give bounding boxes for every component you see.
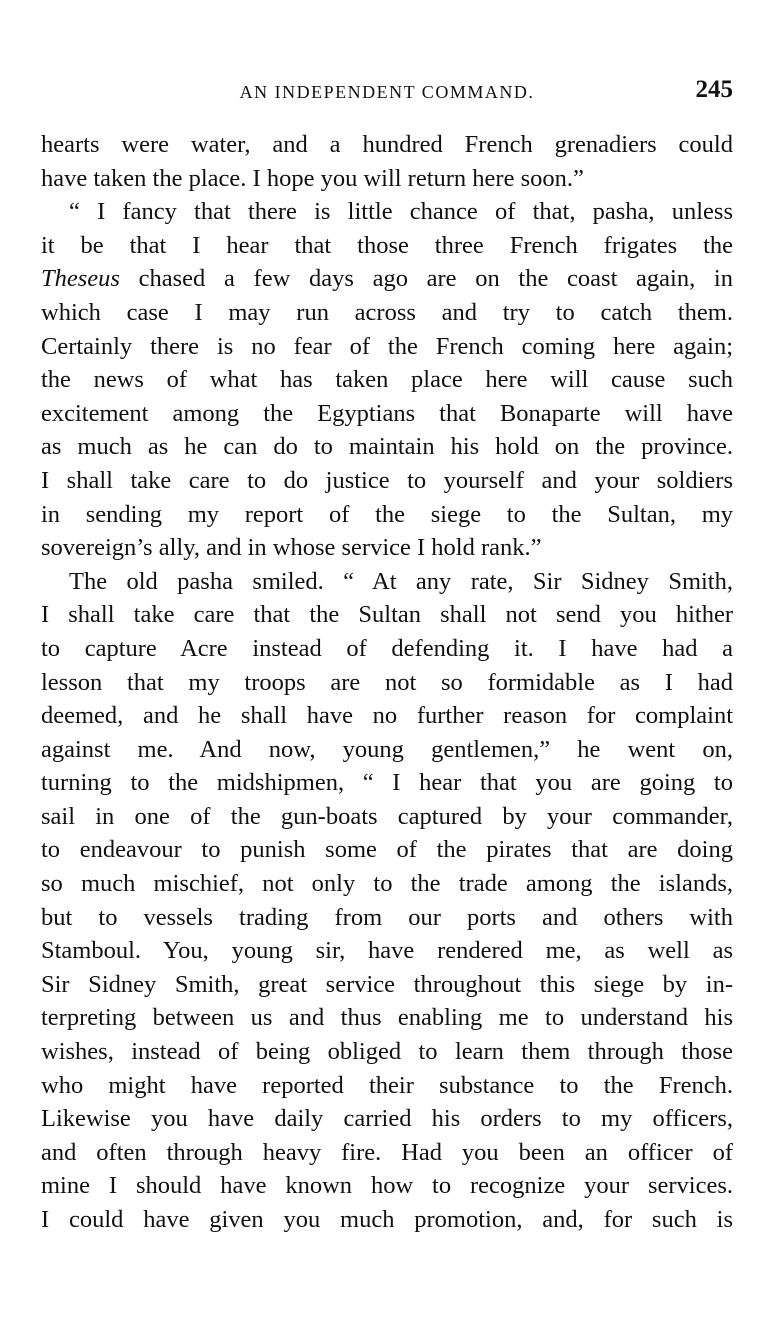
line-text: I shall take care to do justice to yourself and your soldiers — [41, 466, 733, 494]
line-text: mine I should have known how to recognize your services. — [41, 1172, 733, 1200]
line-text: Certainly there is no fear of the French coming here again; — [41, 332, 733, 360]
text-line — [41, 397, 733, 431]
line-text: The old pasha smiled. “ At any rate, Sir Sidney Smith, — [69, 567, 733, 595]
text-line — [41, 195, 733, 229]
text-line — [41, 833, 733, 867]
line-text: the news of what has taken place here will cause such — [41, 366, 733, 394]
line-text: lesson that my troops are not so formidable as I had — [41, 668, 733, 696]
line-text: to endeavour to punish some of the pirates that are doing — [41, 836, 733, 864]
text-line — [41, 363, 733, 397]
text-line — [41, 464, 733, 498]
running-title: AN INDEPENDENT COMMAND. — [239, 82, 535, 102]
line-text: chased a few days ago are on the coast again, in — [119, 265, 733, 293]
line-text: to capture Acre instead of defending it. I have had a — [41, 634, 733, 662]
text-line — [41, 699, 733, 733]
line-text: wishes, instead of being obliged to learn them through those — [41, 1038, 733, 1066]
line-text: terpreting between us and thus enabling me to understand his — [41, 1004, 733, 1032]
text-line — [41, 128, 733, 162]
text-line — [41, 162, 733, 196]
text-line — [41, 229, 733, 263]
line-text: I could have given you much promotion, and, for such is — [41, 1206, 733, 1233]
line-text: and often through heavy fire. Had you been an officer of — [41, 1138, 733, 1166]
text-line — [41, 1001, 733, 1035]
text-line — [41, 632, 733, 666]
text-line — [41, 296, 733, 330]
body-text — [41, 128, 733, 1237]
line-text: in sending my report of the siege to the Sultan, my — [41, 500, 733, 528]
text-line — [41, 531, 733, 565]
line-text: which case I may run across and try to catch them. — [41, 298, 733, 326]
running-head — [41, 74, 733, 108]
line-text: Likewise you have daily carried his orders to my officers, — [41, 1105, 733, 1133]
text-line — [41, 1069, 733, 1103]
text-line — [41, 968, 733, 1002]
line-text: sovereign’s ally, and in whose service I hold rank.” — [41, 534, 542, 562]
text-line — [41, 1136, 733, 1170]
text-line — [41, 598, 733, 632]
line-text: as much as he can do to maintain his hold on the province. — [41, 433, 733, 461]
text-line — [41, 262, 733, 296]
line-text: “ I fancy that there is little chance of that, pasha, unless — [69, 198, 733, 226]
line-text: but to vessels trading from our ports and others with — [41, 903, 733, 931]
text-line — [41, 498, 733, 532]
text-line — [41, 1102, 733, 1136]
text-line — [41, 733, 733, 767]
line-text: deemed, and he shall have no further reason for complaint — [41, 702, 733, 730]
italic-ship-name: Theseus — [41, 265, 120, 293]
line-text: I shall take care that the Sultan shall not send you hither — [41, 601, 733, 629]
text-line — [41, 666, 733, 700]
text-line — [41, 901, 733, 935]
text-line — [41, 430, 733, 464]
line-text: Sir Sidney Smith, great service throughout this siege by in- — [41, 970, 733, 998]
text-line — [41, 934, 733, 968]
line-text: Stamboul. You, young sir, have rendered me, as well as — [41, 937, 733, 965]
line-text: against me. And now, young gentlemen,” he went on, — [41, 735, 733, 763]
text-line — [41, 766, 733, 800]
text-line — [41, 330, 733, 364]
line-text: who might have reported their substance to the French. — [41, 1071, 733, 1099]
book-page — [41, 74, 733, 1237]
text-line — [41, 565, 733, 599]
line-text: it be that I hear that those three French frigates the — [41, 231, 733, 259]
line-text: turning to the midshipmen, “ I hear that you are going to — [41, 769, 733, 797]
text-line — [41, 867, 733, 901]
line-text: so much mischief, not only to the trade among the islands, — [41, 870, 733, 898]
text-line — [41, 800, 733, 834]
line-text: sail in one of the gun-boats captured by your commander, — [41, 802, 733, 830]
text-line — [41, 1203, 733, 1237]
line-text: excitement among the Egyptians that Bonaparte will have — [41, 399, 733, 427]
line-text: have taken the place. I hope you will return here soon.” — [41, 164, 584, 192]
page-number: 245 — [695, 76, 733, 103]
text-line — [41, 1169, 733, 1203]
text-line — [41, 1035, 733, 1069]
line-text: hearts were water, and a hundred French grenadiers could — [41, 131, 733, 158]
